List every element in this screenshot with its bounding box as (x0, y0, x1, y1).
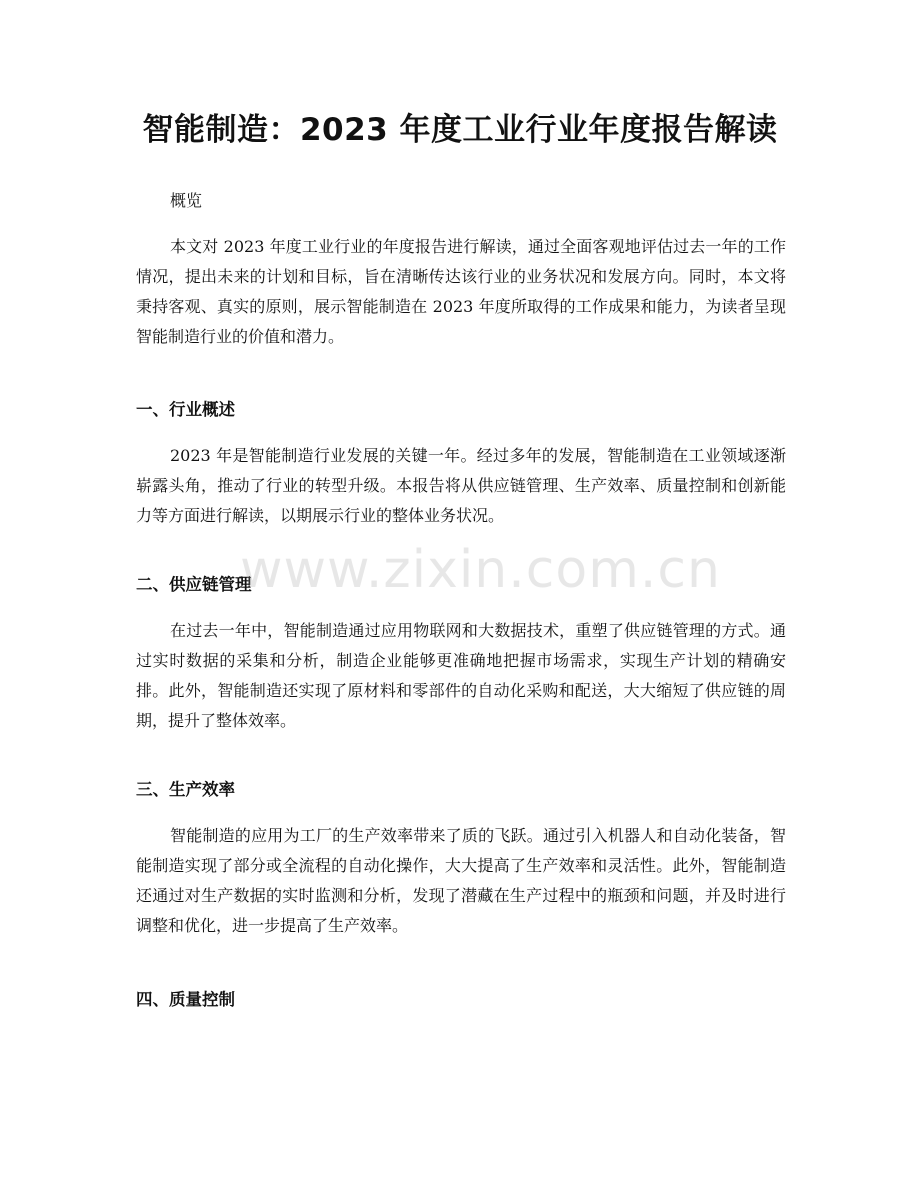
section-body-industry-overview: 2023 年是智能制造行业发展的关键一年。经过多年的发展，智能制造在工业领域逐渐崭露头角，推动了行业的转型升级。本报告将从供应链管理、生产效率、质量控制和创新能力等方面进行解读，以期展示行业的整体业务状况。 (136, 446, 786, 525)
section-heading-quality-control: 四、质量控制 (136, 990, 235, 1009)
document-title: 智能制造：2023 年度工业行业年度报告解读 (142, 112, 778, 148)
section-body-supply-chain: 在过去一年中，智能制造通过应用物联网和大数据技术，重塑了供应链管理的方式。通过实时数据的采集和分析，制造企业能够更准确地把握市场需求，实现生产计划的精确安排。此外，智能制造还实现了原材料和零部件的自动化采购和配送，大大缩短了供应链的周期，提升了整体效率。 (136, 621, 786, 730)
section-body-production-efficiency: 智能制造的应用为工厂的生产效率带来了质的飞跃。通过引入机器人和自动化装备，智能制造实现了部分或全流程的自动化操作，大大提高了生产效率和灵活性。此外，智能制造还通过对生产数据的实时监测和分析，发现了潜藏在生产过程中的瓶颈和问题，并及时进行调整和优化，进一步提高了生产效率。 (136, 826, 786, 935)
section-heading-supply-chain: 二、供应链管理 (136, 575, 252, 594)
section-heading-industry-overview: 一、行业概述 (136, 400, 235, 419)
watermark: www.zixin.com.cn (240, 540, 721, 600)
intro-paragraph: 本文对 2023 年度工业行业的年度报告进行解读，通过全面客观地评估过去一年的工作情况，提出未来的计划和目标，旨在清晰传达该行业的业务状况和发展方向。同时，本文将秉持客观、真实的原则，展示智能制造在 2023 年度所取得的工作成果和能力，为读者呈现智能制造行业的价值和潜力。 (136, 237, 786, 346)
overview-label: 概览 (170, 191, 203, 210)
section-heading-production-efficiency: 三、生产效率 (136, 780, 235, 799)
